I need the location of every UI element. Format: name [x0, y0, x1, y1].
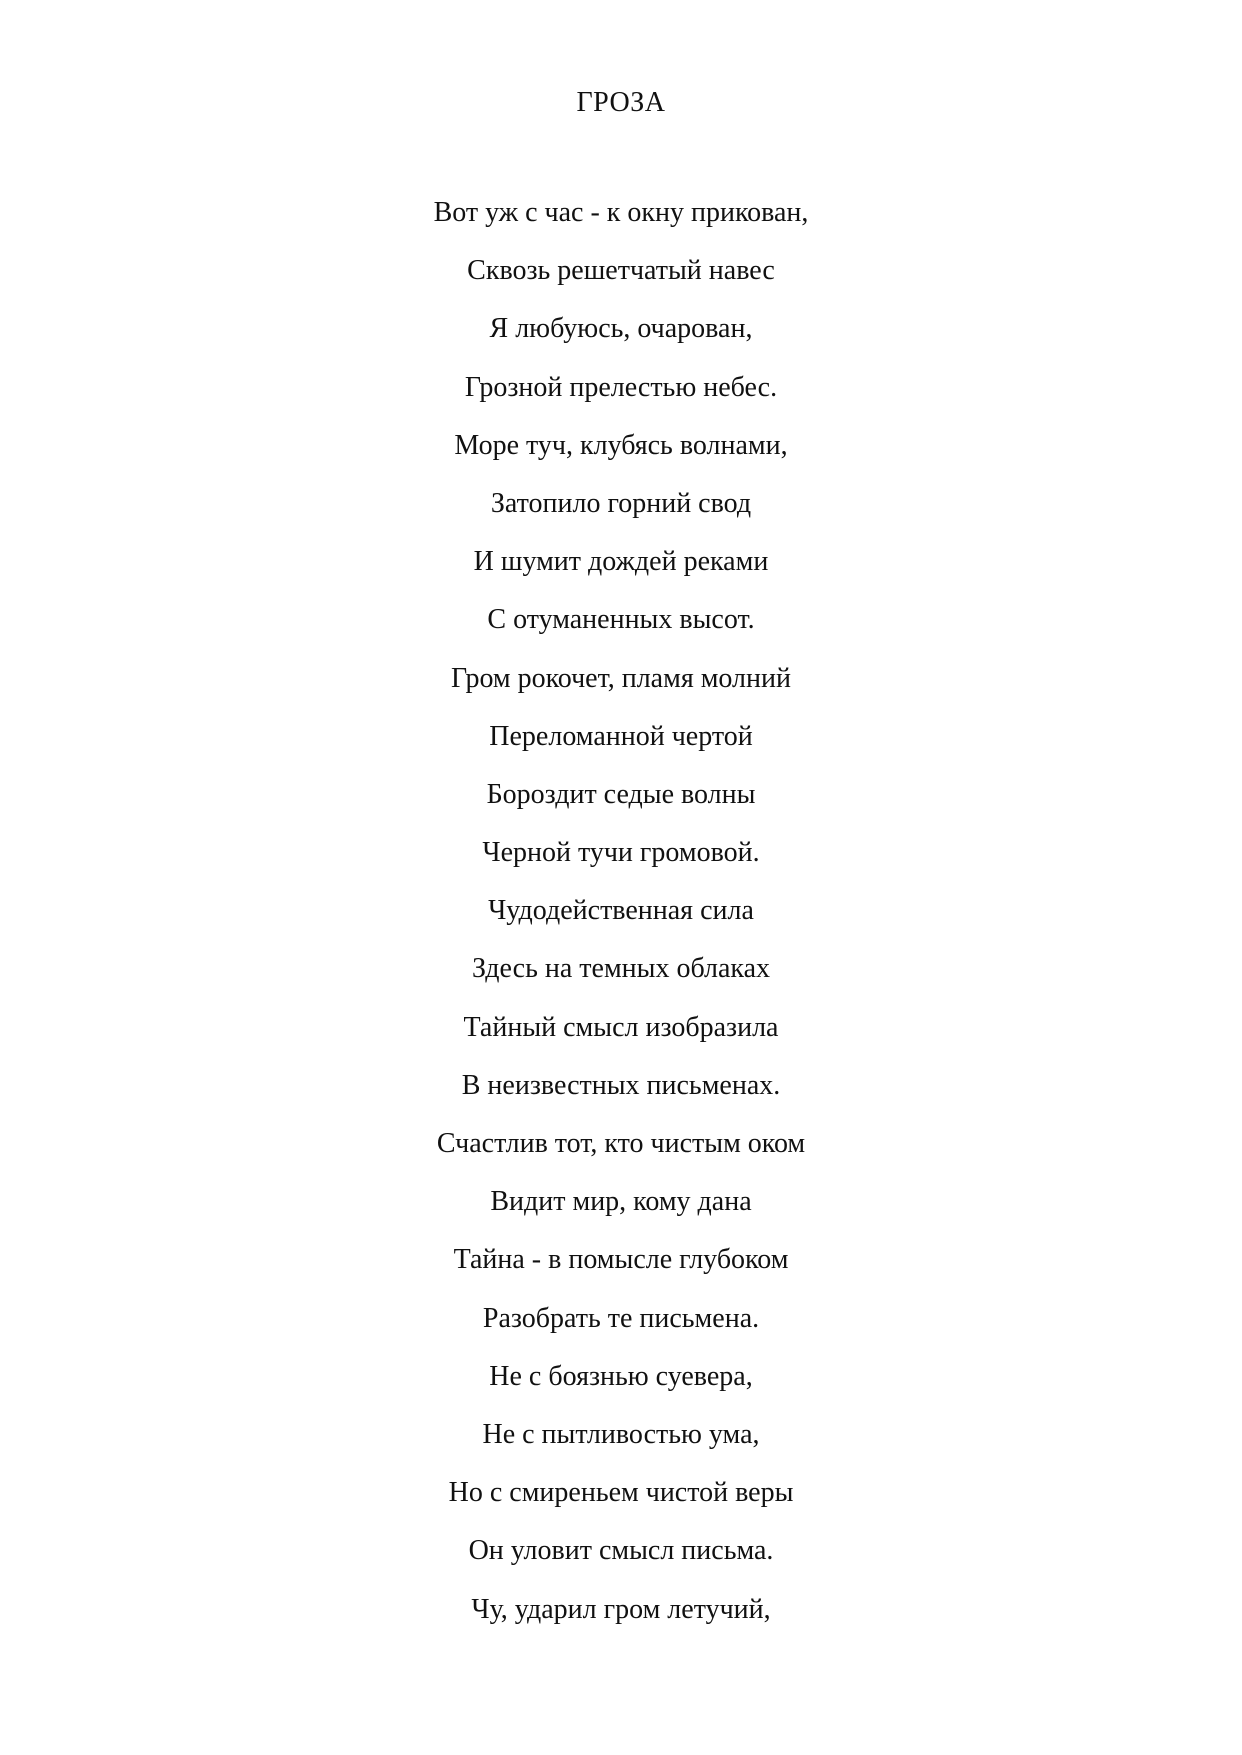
- poem-line: Затопило горний свод: [490, 487, 752, 519]
- poem-line: Я любуюсь, очарован,: [489, 313, 753, 345]
- poem-line: Тайный смысл изобразила: [463, 1011, 779, 1043]
- poem-line: Здесь на темных облаках: [471, 953, 771, 985]
- poem-line: Разобрать те письмена.: [482, 1302, 760, 1334]
- poem-line: Сквозь решетчатый навес: [467, 255, 775, 287]
- poem-line: В неизвестных письменах.: [461, 1069, 781, 1101]
- poem-line: И шумит дождей реками: [473, 546, 769, 578]
- poem-line: Переломанной чертой: [489, 720, 753, 752]
- poem-line: Гром рокочет, пламя молний: [451, 662, 791, 694]
- poem-line: Он уловит смысл письма.: [468, 1535, 774, 1567]
- poem-body: [0, 196, 1242, 1651]
- poem-line: Море туч, клубясь волнами,: [454, 429, 788, 461]
- poem-title: ГРОЗА: [576, 87, 666, 118]
- poem-line: Не с боязнью суевера,: [489, 1360, 753, 1392]
- poem-line: Не с пытливостью ума,: [482, 1418, 760, 1450]
- poem-line: Но с смиреньем чистой веры: [448, 1477, 794, 1509]
- poem-line: Вот уж с час - к окну прикован,: [433, 197, 809, 228]
- poem-line: Тайна - в помысле глубоком: [453, 1244, 789, 1276]
- poem-line: Чудодейственная сила: [488, 895, 754, 927]
- poem-line: Видит мир, кому дана: [490, 1186, 752, 1218]
- poem-line: С отуманенных высот.: [487, 604, 755, 636]
- poem-line: Бороздит седые волны: [486, 778, 756, 810]
- poem-line: Счастлив тот, кто чистым оком: [436, 1128, 806, 1159]
- poem-line: Черной тучи громовой.: [482, 837, 760, 869]
- poem-line: Грозной прелестью небес.: [464, 371, 778, 403]
- poem-line: Чу, ударил гром летучий,: [471, 1593, 771, 1625]
